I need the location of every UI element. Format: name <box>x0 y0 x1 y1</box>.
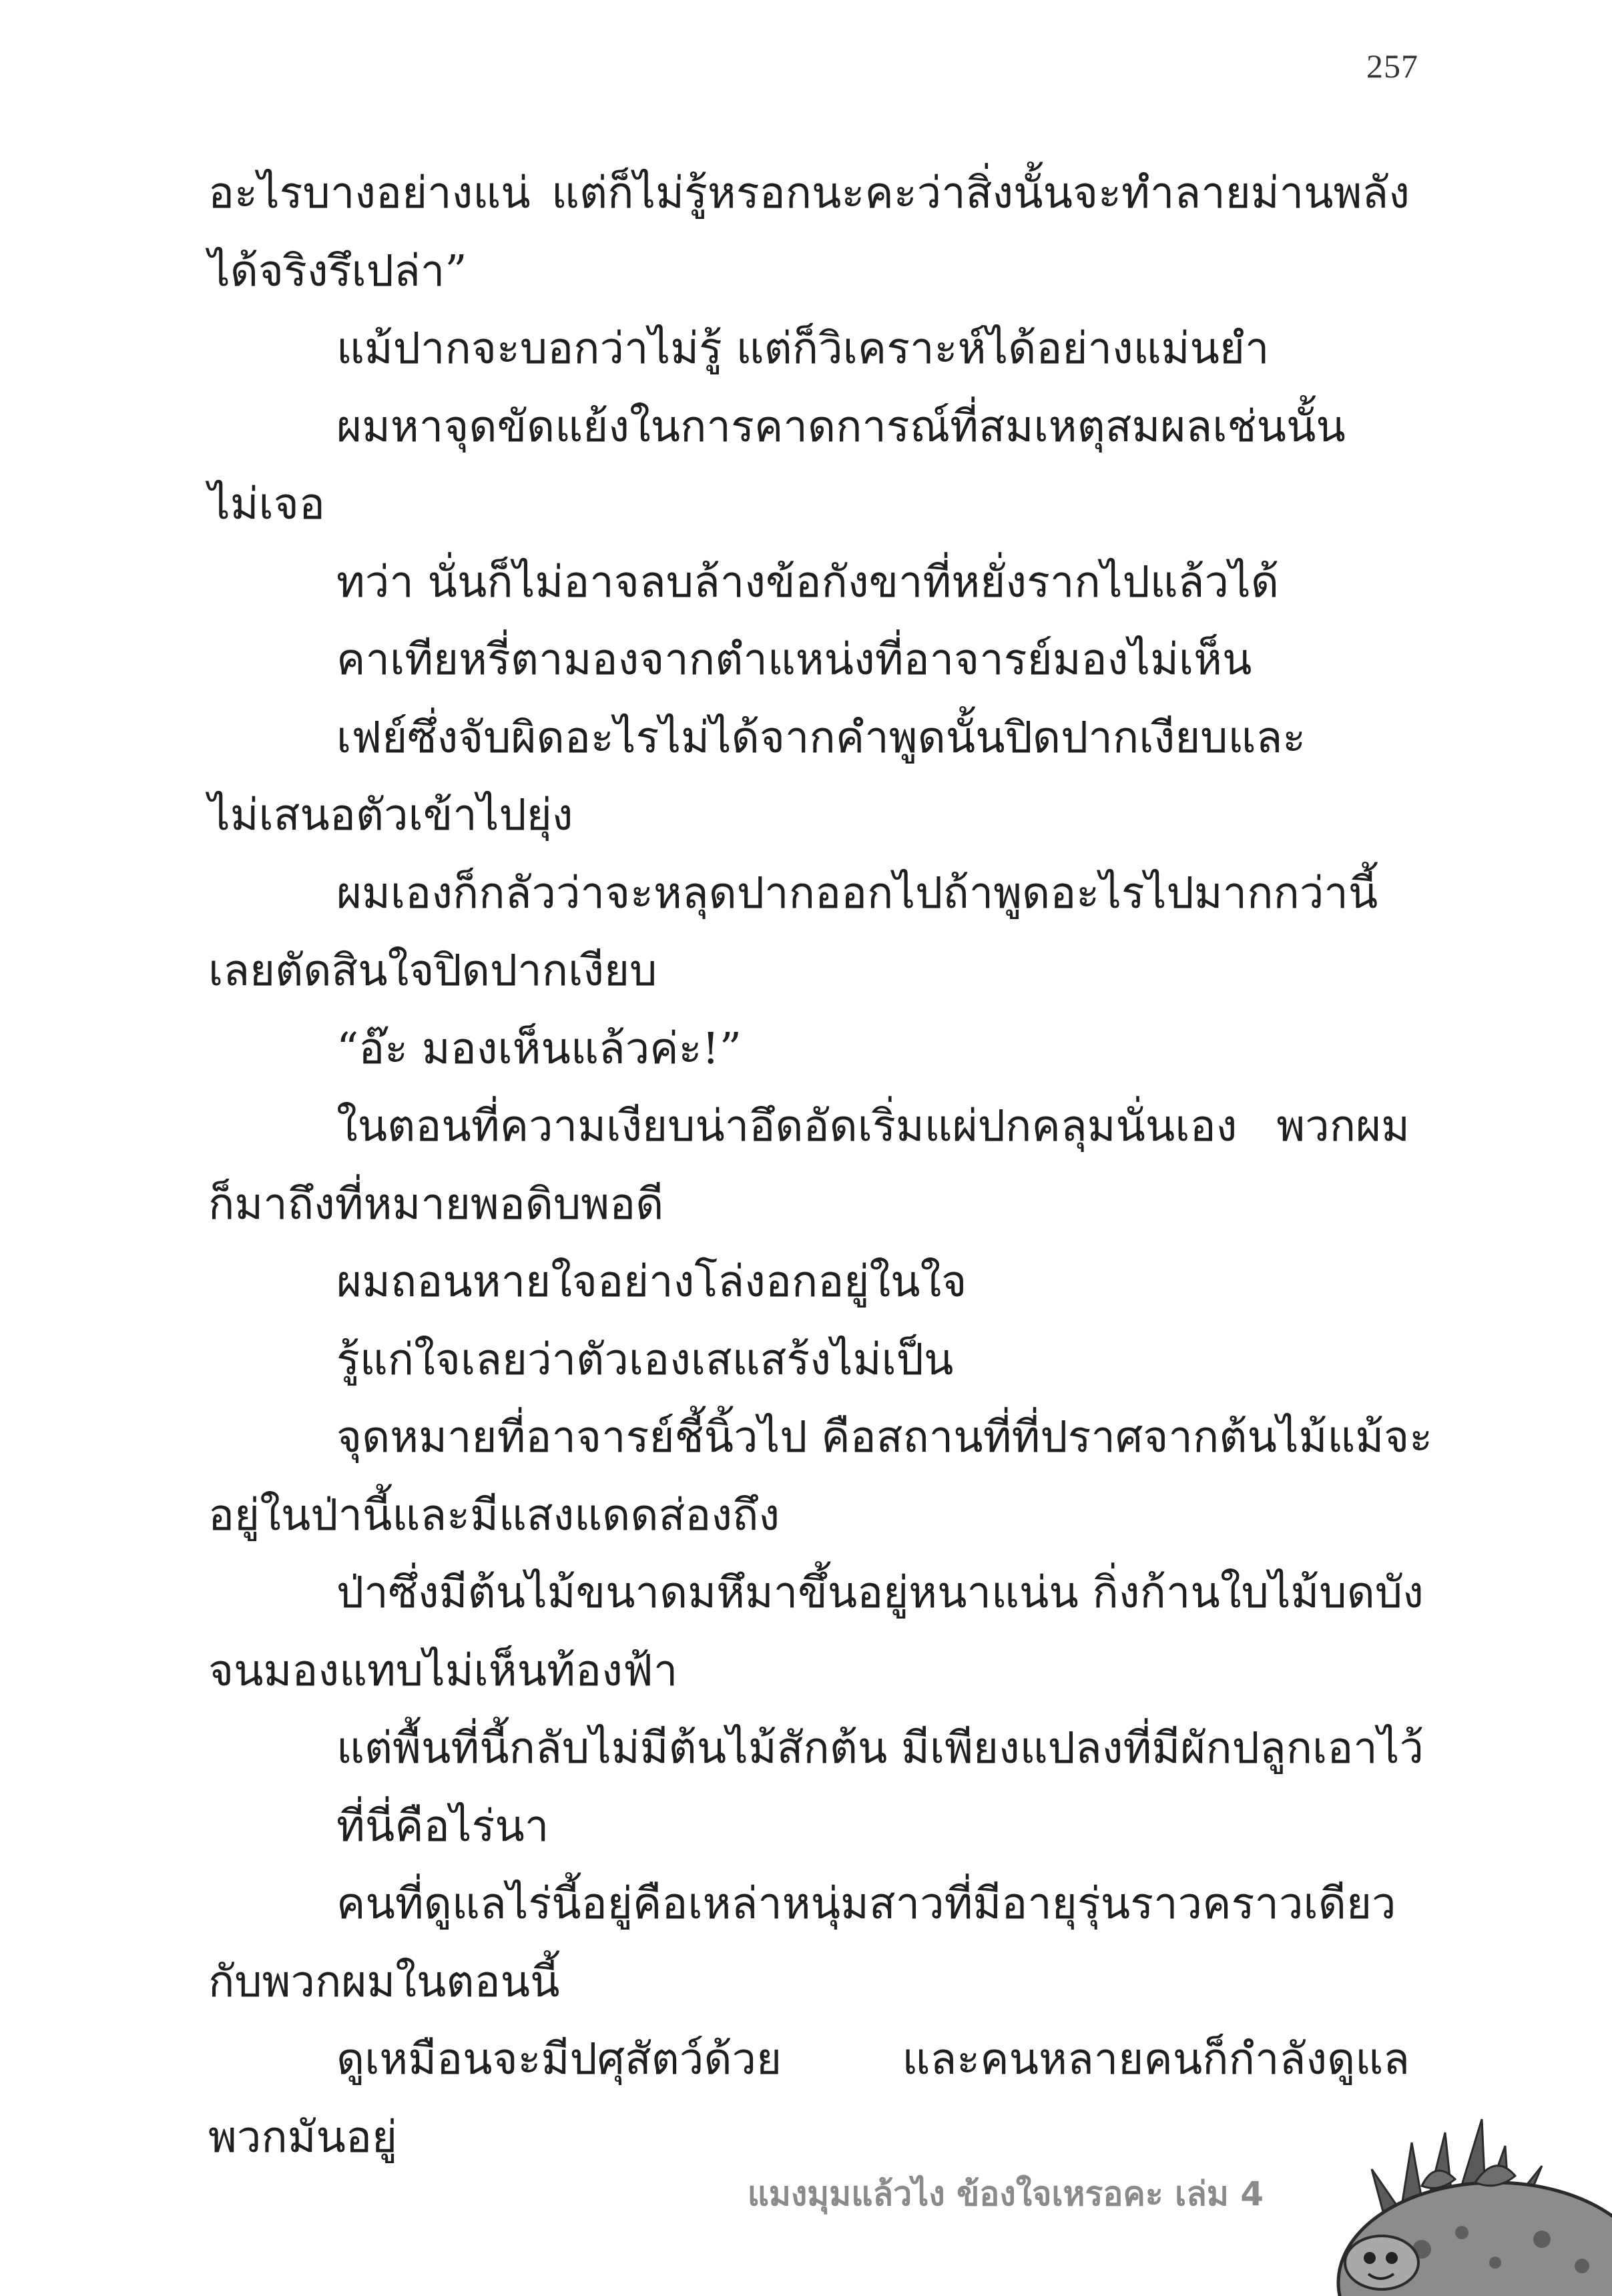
text-line: ที่นี่คือไร่นา <box>336 1801 549 1851</box>
text-line: อยู่ในป่านี้และมีแสงแดดส่องถึง <box>208 1490 780 1540</box>
text-line: คนที่ดูแลไร่นี้อยู่คือเหล่าหนุ่มสาวที่มีอายุรุ่นราวคราวเดียว <box>336 1879 1396 1929</box>
book-title: แมงมุมแล้วไง ข้องใจเหรอคะ เล่ม 4 <box>747 2175 1264 2213</box>
text-line: จุดหมายที่อาจารย์ชี้นิ้วไป คือสถานที่ที่ปราศจากต้นไม้แม้จะ <box>336 1412 1433 1462</box>
text-line: ก็มาถึงที่หมายพอดิบพอดี <box>208 1179 664 1229</box>
text-line: เฟย์ซึ่งจับผิดอะไรไม่ได้จากคำพูดนั้นปิดปากเงียบและ <box>336 712 1306 763</box>
text-line: ไม่เจอ <box>208 479 325 529</box>
text-line: จนมองแทบไม่เห็นท้องฟ้า <box>208 1645 678 1696</box>
text-line: เลยตัดสินใจปิดปากเงียบ <box>208 946 657 996</box>
text-line: ได้จริงรึเปล่า” <box>208 246 467 296</box>
text-line: ในตอนที่ความเงียบน่าอึดอัดเริ่มแผ่ปกคลุมนั่นเอง พวกผม <box>336 1101 1410 1151</box>
text-line: ผมเองก็กลัวว่าจะหลุดปากออกไปถ้าพูดอะไรไปมากกว่านี้ <box>336 868 1378 918</box>
text-line: รู้แก่ใจเลยว่าตัวเองเสแสร้งไม่เป็น <box>336 1334 954 1385</box>
body-text <box>208 155 1433 2177</box>
page-number: 257 <box>1366 47 1418 85</box>
text-line: แม้ปากจะบอกว่าไม่รู้ แต่ก็วิเคราะห์ได้อย่างแม่นยำ <box>336 324 1270 374</box>
text-line: กับพวกผมในตอนนี้ <box>208 1956 560 2007</box>
text-line: พวกมันอยู่ <box>208 2112 398 2163</box>
text-line: ดูเหมือนจะมีปศุสัตว์ด้วย และคนหลายคนก็กำลังดูแล <box>336 2034 1410 2084</box>
text-line: “อ๊ะ มองเห็นแล้วค่ะ!” <box>336 1023 742 1074</box>
text-line: แต่พื้นที่นี้กลับไม่มีต้นไม้สักต้น มีเพียงแปลงที่มีผักปลูกเอาไว้ <box>336 1723 1424 1773</box>
text-line: ผมถอนหายใจอย่างโล่งอกอยู่ในใจ <box>336 1257 967 1307</box>
text-line: ป่าซึ่งมีต้นไม้ขนาดมหึมาขึ้นอยู่หนาแน่น กิ่งก้านใบไม้บดบัง <box>336 1568 1424 1618</box>
text-line: ทว่า นั่นก็ไม่อาจลบล้างข้อกังขาที่หยั่งรากไปแล้วได้ <box>336 557 1279 607</box>
text-line: ไม่เสนอตัวเข้าไปยุ่ง <box>208 790 573 840</box>
text-line: คาเทียหรี่ตามองจากตำแหน่งที่อาจารย์มองไม่เห็น <box>336 635 1252 685</box>
text-line: อะไรบางอย่างแน่ แต่ก็ไม่รู้หรอกนะคะว่าสิ่งนั้นจะทำลายม่านพลัง <box>208 168 1410 218</box>
text-line: ผมหาจุดขัดแย้งในการคาดการณ์ที่สมเหตุสมผลเช่นนั้น <box>336 401 1346 452</box>
